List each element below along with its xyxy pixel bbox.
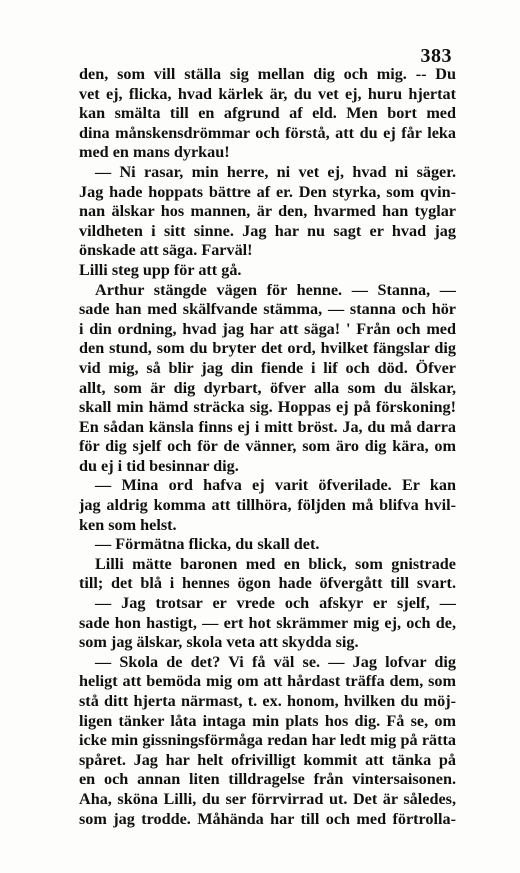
- text-line: för dig sjelf och för de vänner, som äro dig kära, om: [79, 437, 456, 456]
- text-line: ligen tänker låta intaga min plats hos dig. Få se, om: [79, 711, 456, 730]
- text-line: sade hon hastigt, — ert hot skrämmer mig ej, och de,: [79, 613, 456, 632]
- text-line: vid mig, så blir jag din fiende i lif och död. Öfver: [79, 358, 456, 377]
- text-line: önskade att säga. Farväl!: [79, 241, 253, 260]
- text-line: du ej i tid besinnar dig.: [79, 456, 239, 475]
- text-line: kan smälta till en afgrund af eld. Men bort med: [79, 104, 456, 123]
- text-line: spåret. Jag har helt ofrivilligt kommit att tänka på: [79, 750, 456, 769]
- text-line: vet ej, flicka, hvad kärlek är, du vet ej, huru hjertat: [79, 84, 456, 103]
- text-line: — Förmätna flicka, du skall det.: [95, 535, 320, 554]
- text-line: Aha, sköna Lilli, du ser förrvirrad ut. Det är således,: [79, 789, 456, 808]
- text-line: i din ordning, hvad jag har att säga! ' Från och med: [79, 319, 456, 338]
- text-line: Jag hade hoppats bättre af er. Den styrka, som qvin-: [79, 182, 456, 201]
- text-line: jag aldrig komma att tillhöra, följden må blifva hvil-: [79, 496, 456, 515]
- text-line: nan älskar hos mannen, är den, hvarmed han tyglar: [79, 202, 456, 221]
- text-line: vildheten i sitt sinne. Jag har nu sagt er hvad jag: [79, 221, 456, 240]
- text-line: en och annan liten tilldragelse från vintersaisonen.: [79, 770, 456, 789]
- text-line: sade han med skälfvande stämma, — stanna och hör: [79, 300, 456, 319]
- text-line: till; det blå i hennes ögon hade öfvergått till svart.: [79, 574, 456, 593]
- text-line: dina månskensdrömmar och förstå, att du ej får leka: [79, 123, 456, 142]
- text-line: Arthur stängde vägen för henne. — Stanna, —: [95, 280, 456, 299]
- text-line: — Mina ord hafva ej varit öfverilade. Er kan: [95, 476, 456, 495]
- text-line: allt, som är dig dyrbart, öfver alla som du älskar,: [79, 378, 456, 397]
- text-line: stå ditt hjerta närmast, t. ex. honom, hvilken du möj-: [79, 692, 456, 710]
- text-line: med en mans dyrkau!: [79, 143, 230, 162]
- text-line: — Skola de det? Vi få väl se. — Jag lofvar dig: [95, 652, 456, 671]
- text-line: Lilli mätte baronen med en blick, som gnistrade: [95, 554, 456, 573]
- text-line: den stund, som du bryter det ord, hvilket fängslar dig: [79, 339, 456, 358]
- text-line: ken som helst.: [79, 515, 177, 534]
- body-text: [79, 65, 456, 829]
- text-line: heligt att bemöda mig om att hårdast träffa dem, som: [79, 672, 456, 691]
- text-line: icke min gissningsförmåga redan har ledt mig på rätta: [79, 731, 456, 750]
- text-line: som jag trodde. Måhända har till och med förtrolla-: [79, 809, 456, 828]
- text-line: — Jag trotsar er vrede och afskyr er sjelf, —: [95, 594, 456, 613]
- text-line: — Ni rasar, min herre, ni vet ej, hvad ni säger.: [95, 162, 456, 181]
- text-line: En sådan känsla finns ej i mitt bröst. Ja, du må darra: [79, 417, 456, 436]
- page-number: 383: [420, 45, 452, 67]
- text-line: som jag älskar, skola veta att skydda sig.: [79, 633, 359, 652]
- text-line: den, som vill ställa sig mellan dig och mig. -- Du: [79, 65, 456, 83]
- text-line: Lilli steg upp för att gå.: [79, 260, 242, 279]
- text-line: skall min hämd sträcka sig. Hoppas ej på förskoning!: [79, 398, 456, 417]
